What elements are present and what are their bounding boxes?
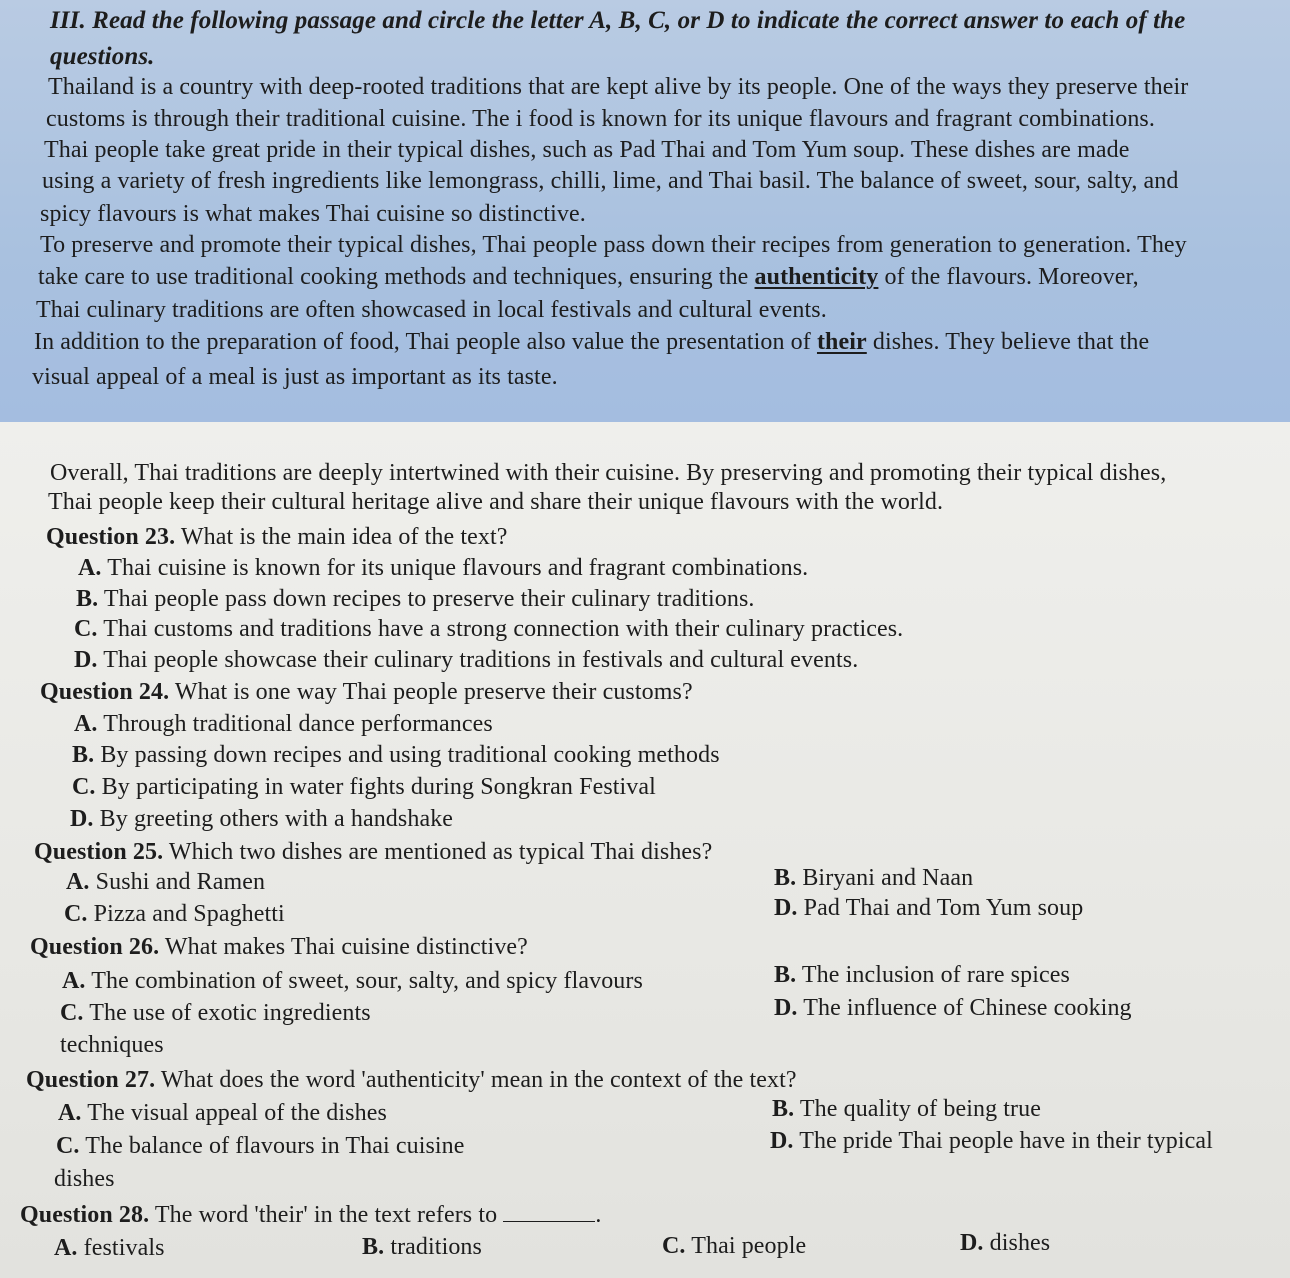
question-text: What does the word 'authenticity' mean in the context of the text? [155,1067,797,1093]
question-25 [34,837,712,867]
option-letter: C. [64,901,88,927]
option-text: The visual appeal of the dishes [81,1100,387,1126]
option-letter: A. [78,555,102,581]
option-letter: D. [774,995,798,1021]
question-26 [30,932,528,962]
option-text: Through traditional dance performances [97,711,493,737]
answer-blank[interactable] [503,1199,595,1222]
passage-text: In addition to the preparation of food, Thai people also value the presentation of [34,329,817,355]
passage-text: dishes. They believe that the [866,329,1150,355]
option-letter: B. [774,962,797,988]
q28-option-a[interactable] [54,1233,165,1263]
option-text: The inclusion of rare spices [796,962,1070,988]
option-letter: A. [74,711,98,737]
option-letter: D. [960,1230,984,1256]
passage-line: Thai culinary traditions are often showcased in local festivals and cultural events. [36,297,827,323]
option-text: The use of exotic ingredients [83,1000,371,1026]
question-label: Question 25. [34,839,164,865]
option-letter: C. [60,1000,84,1026]
option-text: Thai cuisine is known for its unique flavours and fragrant combinations. [101,555,809,581]
q26-option-d[interactable] [774,993,1132,1023]
question-end: . [595,1202,602,1228]
option-text: dishes [983,1230,1051,1256]
option-text: By participating in water fights during Songkran Festival [95,774,656,800]
option-text: The quality of being true [794,1096,1041,1122]
q26-option-b[interactable] [774,960,1070,990]
question-text: What is one way Thai people preserve their customs? [169,679,693,705]
passage-line [34,327,1149,357]
option-text: The balance of flavours in Thai cuisine [79,1133,465,1159]
question-24 [40,677,693,707]
question-label: Question 28. [20,1202,150,1228]
option-text: Biryani and Naan [796,865,974,891]
section-heading-cont: questions. [50,43,155,70]
option-text: Pad Thai and Tom Yum soup [797,895,1084,921]
option-letter: D. [70,806,94,832]
q25-option-d[interactable] [774,893,1083,923]
option-text: Thai people [685,1233,807,1259]
option-letter: D. [74,647,98,673]
passage-line: Overall, Thai traditions are deeply intertwined with their cuisine. By preserving and promoting their typical dishes, [50,460,1167,486]
option-text: By greeting others with a handshake [93,806,454,832]
q28-option-b[interactable] [362,1232,482,1262]
question-text: The word 'their' in the text refers to [149,1202,504,1228]
option-text: By passing down recipes and using traditional cooking methods [94,742,720,768]
q24-option-c[interactable] [72,772,656,802]
highlight-their: their [816,329,867,355]
question-text: What makes Thai cuisine distinctive? [159,934,528,960]
q23-option-d[interactable] [74,645,858,675]
option-letter: A. [62,968,86,994]
option-text: traditions [384,1234,482,1260]
passage-line: visual appeal of a meal is just as important as its taste. [32,364,558,390]
highlight-authenticity: authenticity [754,264,879,290]
option-letter: B. [774,865,797,891]
option-text: Thai people showcase their culinary traditions in festivals and cultural events. [97,647,859,673]
passage-line: customs is through their traditional cuisine. The i food is known for its unique flavours and fragrant combinations. [46,106,1155,132]
q25-option-a[interactable] [66,867,265,897]
question-23 [46,522,508,552]
question-label: Question 23. [46,524,176,550]
q26-option-d-cont: techniques [60,1032,164,1058]
q25-option-c[interactable] [64,899,285,929]
q23-option-b[interactable] [76,584,754,614]
question-27 [26,1065,797,1095]
question-text: Which two dishes are mentioned as typical Thai dishes? [163,839,713,865]
q24-option-d[interactable] [70,804,453,834]
passage-text: of the flavours. Moreover, [878,264,1139,290]
option-text: The combination of sweet, sour, salty, and spicy flavours [85,968,643,994]
option-letter: C. [74,616,98,642]
q27-option-a[interactable] [58,1098,387,1128]
question-label: Question 27. [26,1067,156,1093]
option-letter: B. [76,586,99,612]
option-letter: C. [72,774,96,800]
q24-option-b[interactable] [72,740,720,770]
option-letter: C. [56,1133,80,1159]
question-label: Question 26. [30,934,160,960]
passage-line: To preserve and promote their typical dishes, Thai people pass down their recipes from generation to generation. They [40,232,1187,258]
q27-option-d[interactable] [770,1126,1213,1156]
q27-option-b[interactable] [772,1094,1041,1124]
option-text: Sushi and Ramen [89,869,266,895]
q27-option-d-cont: dishes [54,1166,115,1192]
option-letter: C. [662,1233,686,1259]
q27-option-c[interactable] [56,1131,465,1161]
passage-line: Thai people keep their cultural heritage alive and share their unique flavours with the world. [48,489,944,515]
option-text: festivals [77,1235,165,1261]
option-letter: B. [772,1096,795,1122]
q25-option-b[interactable] [774,863,973,893]
option-text: The pride Thai people have in their typical [793,1128,1213,1154]
option-letter: B. [72,742,95,768]
question-28 [20,1199,601,1230]
option-letter: A. [58,1100,82,1126]
option-text: Pizza and Spaghetti [87,901,285,927]
q26-option-c[interactable] [60,998,371,1028]
section-heading: III. Read the following passage and circle the letter A, B, C, or D to indicate the correct answer to each of the [50,7,1186,34]
q23-option-a[interactable] [78,553,808,583]
passage-line [38,262,1139,292]
q26-option-a[interactable] [62,966,643,996]
passage-text: take care to use traditional cooking methods and techniques, ensuring the [38,264,755,290]
question-label: Question 24. [40,679,170,705]
passage-line: Thailand is a country with deep-rooted traditions that are kept alive by its people. One of the ways they preserve their [48,74,1189,100]
question-text: What is the main idea of the text? [175,524,508,550]
passage-line: Thai people take great pride in their typical dishes, such as Pad Thai and Tom Yum soup. These dishes are made [44,137,1130,163]
option-letter: D. [770,1128,794,1154]
option-letter: A. [66,869,90,895]
option-letter: A. [54,1235,78,1261]
option-letter: B. [362,1234,385,1260]
option-text: The influence of Chinese cooking [797,995,1132,1021]
q28-option-d[interactable] [960,1228,1050,1258]
q28-option-c[interactable] [662,1231,806,1261]
passage-line: using a variety of fresh ingredients like lemongrass, chilli, lime, and Thai basil. The balance of sweet, sour, salty, and [42,168,1179,194]
option-letter: D. [774,895,798,921]
option-text: Thai people pass down recipes to preserve their culinary traditions. [98,586,755,612]
passage-line: spicy flavours is what makes Thai cuisine so distinctive. [40,201,586,227]
q24-option-a[interactable] [74,709,493,739]
option-text: Thai customs and traditions have a strong connection with their culinary practices. [97,616,904,642]
q23-option-c[interactable] [74,614,903,644]
